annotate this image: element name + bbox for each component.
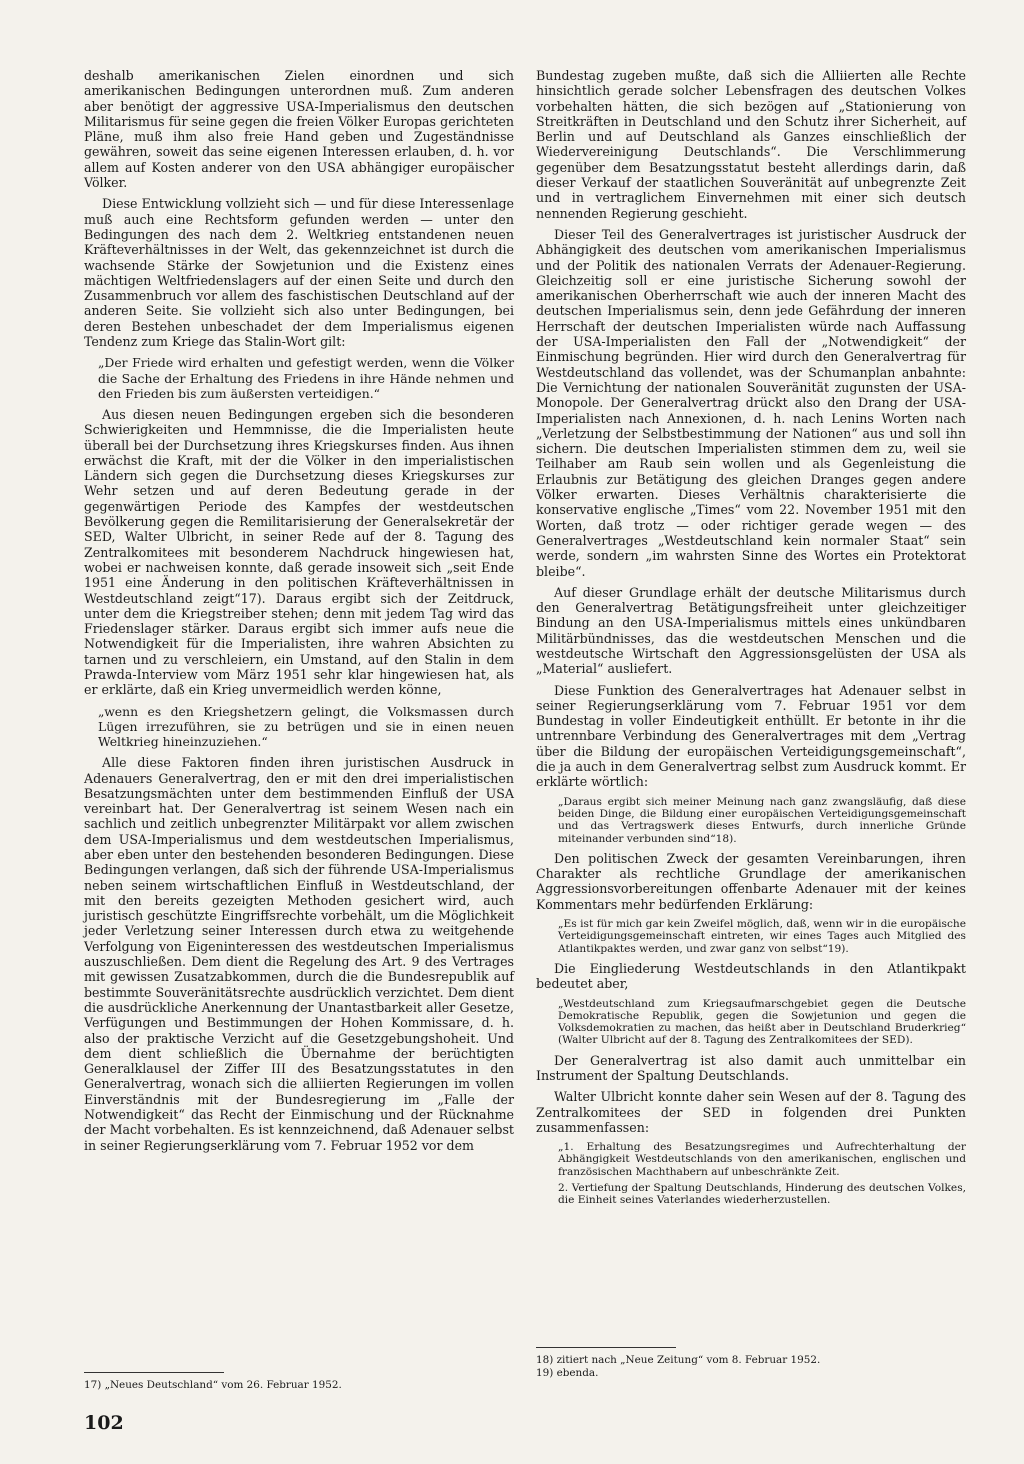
ulbricht-quote: „Westdeutschland zum Kriegsaufmarschgebiet gegen die Deutsche Demokratische Republik, gegen die Sowjetunion und gegen die Volksdemokratien zu machen, das heißt aber in Deutschland Bruderkrieg“ (Walter Ulbricht auf der 8. Tagung des Zentralkomitees der SED). <box>558 997 966 1047</box>
right-paragraph-5: Den politischen Zweck der gesamten Vereinbarungen, ihren Charakter als rechtliche Grundlage der amerikanischen Aggressionsvorbereitungen offenbarte Adenauer mit der keines Kommentars mehr bedürfenden Erklärung: <box>536 850 966 912</box>
right-paragraph-8: Walter Ulbricht konnte daher sein Wesen auf der 8. Tagung des Zentralkomitees der SED in folgenden drei Punkten zusammenfassen: <box>536 1089 966 1135</box>
right-paragraph-3: Auf dieser Grundlage erhält der deutsche Militarismus durch den Generalvertrag Betätigungsfreiheit unter gleichzeitiger Bindung an den USA-Imperialismus mittels eines unkündbaren Militärbündnisses, das die westdeutschen Menschen und die westdeutsche Wirtschaft den Aggressionsgelüsten der USA als „Material“ ausliefert. <box>536 584 966 677</box>
footnote-divider <box>84 1372 224 1373</box>
prawda-quote: „wenn es den Kriegshetzern gelingt, die Volksmassen durch Lügen irrezuführen, sie zu betrügen und sie in einen neuen Weltkrieg hineinzuziehen.“ <box>98 703 514 749</box>
left-paragraph-4: Alle diese Faktoren finden ihren juristischen Ausdruck in Adenauers Generalvertrag, den er mit den drei imperialistischen Besatzungsmächten unter dem bestimmenden Einfluß der USA vereinbart hat. Der Generalvertrag ist seinem Wesen nach ein sachlich und zeitlich unbegrenzter Militärpakt vor allem zwischen dem USA-Imperialismus und dem westdeutschen Imperialismus, aber eben unter den bestehenden besonderen Bedingungen. Diese Bedingungen verlangen, daß sich der führende USA-Imperialismus neben seinem wirtschaftlichen Einfluß in Westdeutschland, der mit den bereits gezeigten Methoden gesichert wird, auch juristisch geschützte Eingriffsrechte vorbehält, um die Möglichkeit jeder Verletzung seiner Interessen durch etwa zu weitgehende Verfolgung von Eigeninteressen des westdeutschen Imperialismus auszuschließen. Dem dient die Regelung des Art. 9 des Vertrages mit gewissen Zusatzabkommen, durch die die Bundesrepublik auf bestimmte Souveränitätsrechte ausdrücklich verzichtet. Dem dient die ausdrückliche Anerkennung der Unantastbarkeit aller Gesetze, Verfügungen und Bestimmungen der Hohen Kommissare, d. h. also der praktische Verzicht auf die Gesetzgebungshoheit. Und dem dient schließlich die Übernahme der berüchtigten Generalklausel der Ziffer III des Besatzungsstatutes in den Generalvertrag, wonach sich die alliierten Regierungen im vollen Einverständnis mit der Bundesregierung im „Falle der Notwendigkeit“ das Recht der Einmischung und der Rücknahme der Macht vorbehalten. Es ist kennzeichnend, daß Adenauer selbst in seiner Regierungserklärung vom 7. Februar 1952 vor dem <box>84 755 514 1153</box>
adenauer-quote-2: „Es ist für mich gar kein Zweifel möglich, daß, wenn wir in die europäische Verteidigungsgemeinschaft eintreten, wir eines Tages auch Mitglied des Atlantikpaktes werden, und zwar ganz von selbst“19). <box>558 918 966 955</box>
left-column <box>84 68 514 1159</box>
list-item-1: „1. Erhaltung des Besatzungsregimes und Aufrechterhaltung der Abhängigkeit Westdeutschlands von den amerikanischen, englischen und französischen Machthabern auf unbeschränkte Zeit. <box>558 1141 966 1178</box>
right-footnotes <box>536 1339 966 1379</box>
left-paragraph-3: Aus diesen neuen Bedingungen ergeben sich die besonderen Schwierigkeiten und Hemmnisse, die die Imperialisten heute überall bei der Durchsetzung ihres Kriegskurses finden. Aus ihnen erwächst die Kraft, mit der die Völker in den imperialistischen Ländern sich gegen die Durchsetzung dieses Kriegskurses zur Wehr setzen und auf deren Bedeutung gerade in der gegenwärtigen Periode des Kampfes der westdeutschen Bevölkerung gegen die Remilitarisierung der Generalsekretär der SED, Walter Ulbricht, in seiner Rede auf der 8. Tagung des Zentralkomitees mit besonderem Nachdruck hingewiesen hat, wobei er nachweisen konnte, daß gerade insoweit sich „seit Ende 1951 eine Änderung in den politischen Kräfteverhältnissen in Westdeutschland zeigt“17). Daraus ergibt sich der Zeitdruck, unter dem die Kriegstreiber stehen; denn mit jedem Tag wird das Friedenslager stärker. Daraus ergibt sich immer aufs neue die Notwendigkeit für die Imperialisten, ihre wahren Absichten zu tarnen und zu verschleiern, ein Umstand, auf den Stalin in dem Prawda-Interview vom März 1951 sehr klar hingewiesen hat, als er erklärte, daß ein Krieg unvermeidlich werden könne, <box>84 406 514 698</box>
right-column <box>536 68 966 1213</box>
page-number: 102 <box>84 1412 124 1434</box>
right-paragraph-2: Dieser Teil des Generalvertrages ist juristischer Ausdruck der Abhängigkeit des deutschen vom amerikanischen Imperialismus und der Politik des nationalen Verrats der Adenauer-Regierung. Gleichzeitig soll er eine juristische Sicherung sowohl der amerikanischen Oberherrschaft wie auch der inneren Macht des deutschen Imperialismus sein, denn jede Gefährdung der inneren Herrschaft der deutschen Imperialisten würde nach Auffassung der USA-Imperialisten den Fall der „Notwendigkeit“ der Einmischung begründen. Hier wird durch den Generalvertrag für Westdeutschland das vollendet, was der Schumanplan anbahnte: Die Vernichtung der nationalen Souveränität zugunsten der USA-Monopole. Der Generalvertrag drückt also den Drang der USA-Imperialisten nach Annexionen, d. h. nach Lenins Worten nach „Verletzung der Selbstbestimmung der Nationen“ aus und soll ihn sichern. Die deutschen Imperialisten stimmen dem zu, weil sie Teilhaber am Raub sein wollen und als Gegenleistung die Erlaubnis zur Betätigung des gleichen Dranges gegen andere Völker erwarten. Dieses Verhältnis charakterisierte die konservative englische „Times“ vom 22. November 1951 mit den Worten, daß trotz — oder richtiger gerade wegen — des Generalvertrages „Westdeutschland kein normaler Staat“ sein werde, sondern „im wahrsten Sinne des Wortes ein Protektorat bleibe“. <box>536 226 966 579</box>
footnote-17: 17) „Neues Deutschland“ vom 26. Februar 1952. <box>84 1379 342 1391</box>
footnote-divider <box>536 1347 676 1348</box>
right-paragraph-7: Der Generalvertrag ist also damit auch unmittelbar ein Instrument der Spaltung Deutschlands. <box>536 1052 966 1083</box>
adenauer-quote-1: „Daraus ergibt sich meiner Meinung nach ganz zwangsläufig, daß diese beiden Dinge, die Bildung einer europäischen Verteidigungsgemeinschaft und das Vertragswerk dieses Entwurfs, durch innerliche Gründe miteinander verbunden sind“18). <box>558 795 966 845</box>
stalin-quote: „Der Friede wird erhalten und gefestigt werden, wenn die Völker die Sache der Erhaltung des Friedens in ihre Hände nehmen und den Frieden bis zum äußersten verteidigen.“ <box>98 355 514 401</box>
left-footnotes <box>84 1364 514 1392</box>
left-paragraph-1: deshalb amerikanischen Zielen einordnen und sich amerikanischen Bedingungen unterordnen muß. Zum anderen aber benötigt der aggressive USA-Imperialismus den deutschen Militarismus für seine gegen die freien Völker Europas gerichteten Pläne, muß ihm also freie Hand geben und Zugeständnisse gewähren, soweit das seine eigenen Interessen erlauben, d. h. vor allem auf Kosten anderer von den USA abhängiger europäischer Völker. <box>84 68 514 191</box>
footnote-19: 19) ebenda. <box>536 1366 599 1379</box>
numbered-list <box>558 1141 966 1206</box>
list-item-2: 2. Vertiefung der Spaltung Deutschlands, Hinderung des deutschen Volkes, die Einheit seines Vaterlandes wiederherzustellen. <box>558 1182 966 1207</box>
right-paragraph-1: Bundestag zugeben mußte, daß sich die Alliierten alle Rechte hinsichtlich gerade solcher Lebensfragen des deutschen Volkes vorbehalten hätten, die sich bezögen auf „Stationierung von Streitkräften in Deutschland und den Schutz ihrer Sicherheit, auf Berlin und auf Deutschland als Ganzes einschließlich der Wiedervereinigung Deutschlands“. Die Verschlimmerung gegenüber dem Besatzungsstatut besteht allerdings darin, daß dieser Verkauf der staatlichen Souveränität auf unbegrenzte Zeit und in vertraglichem Einvernehmen mit einer sich deutsch nennenden Regierung geschieht. <box>536 68 966 221</box>
left-paragraph-2: Diese Entwicklung vollzieht sich — und für diese Interessenlage muß auch eine Rechtsform gefunden werden — unter den Bedingungen des nach dem 2. Weltkrieg entstandenen neuen Kräfteverhältnisses in der Welt, das gekennzeichnet ist durch die wachsende Stärke der Sowjetunion und die Existenz eines mächtigen Weltfriedenslagers auf der einen Seite und durch den Zusammenbruch vor allem des faschistischen Deutschland auf der anderen Seite. Sie vollzieht sich also unter Bedingungen, bei deren Bestehen unbeschadet der dem Imperialismus eigenen Tendenz zum Kriege das Stalin-Wort gilt: <box>84 196 514 350</box>
right-paragraph-4: Diese Funktion des Generalvertrages hat Adenauer selbst in seiner Regierungserklärung vom 7. Februar 1951 vor dem Bundestag in voller Eindeutigkeit enthüllt. Er betonte in ihr die untrennbare Verbindung des Generalvertrages mit dem „Vertrag über die Bildung der europäischen Verteidigungsgemeinschaft“, die ja auch in dem Generalvertrag selbst zum Ausdruck kommt. Er erklärte wörtlich: <box>536 682 966 790</box>
right-paragraph-6: Die Eingliederung Westdeutschlands in den Atlantikpakt bedeutet aber, <box>536 960 966 992</box>
footnote-18: 18) zitiert nach „Neue Zeitung“ vom 8. Februar 1952. <box>536 1354 821 1366</box>
